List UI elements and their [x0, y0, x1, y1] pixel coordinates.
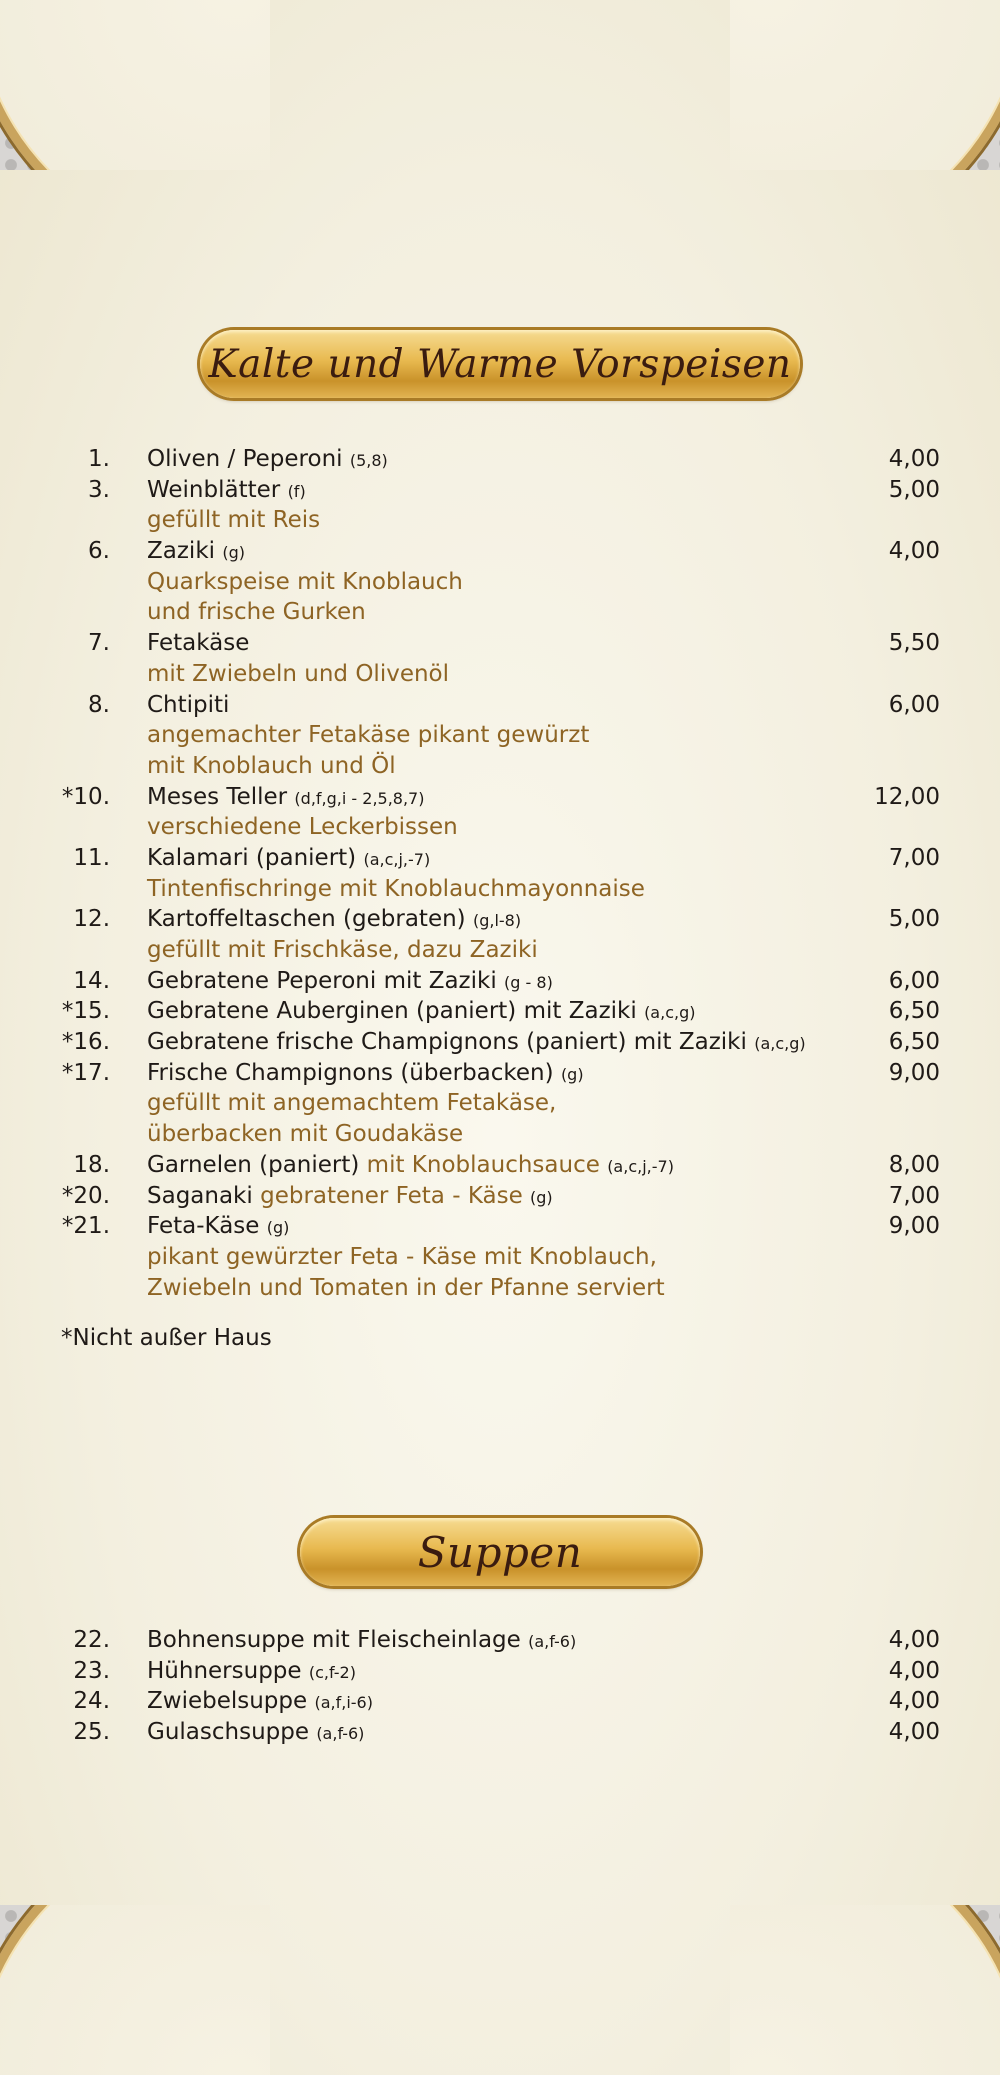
item-name: Bohnensuppe mit Fleischeinlage: [147, 1627, 521, 1653]
item-name-line: [147, 1625, 576, 1658]
item-number: 6.: [88, 538, 110, 565]
item-description-row: [0, 567, 1000, 598]
item-number: 22.: [73, 1627, 110, 1653]
menu-item: [0, 1686, 1000, 1717]
item-description: gefüllt mit angemachtem Fetakäse,: [147, 1090, 557, 1117]
item-number: *16.: [61, 1029, 110, 1056]
item-description-row: [0, 1273, 1000, 1304]
item-description-row: [0, 1088, 1000, 1119]
menu-item: [0, 843, 1000, 874]
item-price: 5,00: [888, 476, 940, 503]
item-name-line: [147, 1150, 674, 1183]
item-price: 9,00: [888, 1059, 940, 1086]
item-description: überbacken mit Goudakäse: [147, 1121, 464, 1148]
item-description-row: [0, 1242, 1000, 1273]
item-name: Frische Champignons (überbacken): [147, 1059, 554, 1086]
item-number: *10.: [61, 783, 110, 810]
section-banner-suppen: [300, 1518, 700, 1586]
item-price: 4,00: [888, 1657, 940, 1684]
item-price: 8,00: [888, 1151, 940, 1178]
menu-list-suppen: [0, 1625, 1000, 1748]
item-number: 14.: [73, 967, 110, 994]
item-allergens: (a,f-6): [528, 1632, 577, 1651]
item-allergens: (d,f,g,i - 2,5,8,7): [294, 788, 425, 808]
item-price: 6,50: [888, 998, 940, 1025]
item-description: mit Knoblauch und Öl: [147, 752, 396, 779]
item-description-row: [0, 1119, 1000, 1150]
corner-ornament-bottom-left: [0, 1905, 270, 2075]
item-name-line: [147, 966, 553, 999]
item-allergens: (g): [530, 1187, 553, 1207]
menu-item: [0, 1027, 1000, 1058]
menu-item: [0, 1625, 1000, 1656]
section-title: Kalte und Warme Vorspeisen: [208, 341, 792, 387]
item-allergens: (g): [560, 1064, 584, 1084]
item-number: *21.: [61, 1213, 110, 1240]
item-description: verschiedene Leckerbissen: [147, 814, 458, 841]
item-price: 4,00: [888, 446, 940, 472]
item-allergens: (a,c,g): [754, 1034, 806, 1054]
item-name-line: [147, 690, 229, 721]
item-number: 18.: [73, 1151, 110, 1178]
item-name-line: [147, 444, 388, 477]
menu-item: [0, 444, 1000, 475]
item-price: 4,00: [888, 1719, 940, 1746]
item-price: 9,00: [888, 1213, 940, 1240]
menu-item: [0, 1181, 1000, 1212]
item-price: 12,00: [874, 783, 940, 810]
item-allergens: (g - 8): [504, 972, 553, 992]
item-number: 8.: [88, 691, 110, 718]
item-number: *20.: [61, 1182, 110, 1209]
item-name: Kartoffeltaschen (gebraten): [147, 906, 466, 933]
item-description: Zwiebeln und Tomaten in der Pfanne serviert: [147, 1274, 665, 1301]
item-description-row: [0, 935, 1000, 966]
item-description-row: [0, 812, 1000, 843]
item-description: und frische Gurken: [147, 599, 366, 626]
item-price: 4,00: [888, 1688, 940, 1715]
corner-ornament-top-left: [0, 0, 270, 170]
item-price: 6,50: [888, 1029, 940, 1056]
item-name: Zwiebelsuppe: [147, 1688, 308, 1715]
item-name: Oliven / Peperoni: [147, 446, 343, 472]
item-price: 4,00: [888, 1627, 940, 1653]
menu-item: [0, 536, 1000, 567]
item-name: Hühnersuppe: [147, 1657, 302, 1684]
section-banner-vorspeisen: [200, 330, 800, 398]
item-name: Gebratene Peperoni mit Zaziki: [147, 967, 497, 994]
menu-item: [0, 996, 1000, 1027]
item-allergens: (a,f-6): [316, 1724, 365, 1744]
item-number: 1.: [88, 446, 110, 472]
item-name-line: [147, 1211, 289, 1244]
item-price: 5,50: [888, 630, 940, 657]
item-price: 5,00: [888, 906, 940, 933]
item-number: *17.: [61, 1059, 110, 1086]
item-description-row: [0, 659, 1000, 690]
item-name: Weinblätter: [147, 476, 281, 503]
menu-item: [0, 475, 1000, 506]
footnote: *Nicht außer Haus: [61, 1325, 272, 1351]
item-name: Garnelen (paniert): [147, 1151, 360, 1178]
item-price: 6,00: [888, 691, 940, 718]
item-name-line: [147, 782, 424, 815]
item-name: Gebratene frische Champignons (paniert) mit Zaziki: [147, 1029, 747, 1056]
item-name-line: [147, 996, 695, 1029]
menu-item: [0, 1211, 1000, 1242]
item-name: Kalamari (paniert): [147, 844, 357, 871]
item-description: angemachter Fetakäse pikant gewürzt: [147, 722, 590, 749]
item-description: Tintenfischringe mit Knoblauchmayonnaise: [147, 875, 645, 902]
item-number: 23.: [73, 1657, 110, 1684]
item-description: gefüllt mit Reis: [147, 507, 321, 534]
item-name-line: [147, 904, 521, 937]
item-allergens: (5,8): [349, 451, 388, 470]
menu-item: [0, 628, 1000, 659]
item-allergens: (f): [287, 481, 306, 501]
item-number: 12.: [73, 906, 110, 933]
corner-ornament-bottom-right: [730, 1905, 1000, 2075]
item-allergens: (a,c,j,-7): [607, 1156, 674, 1176]
menu-item: [0, 1656, 1000, 1687]
item-description: Quarkspeise mit Knoblauch: [147, 568, 463, 595]
menu-item: [0, 782, 1000, 813]
item-price: 7,00: [888, 844, 940, 871]
item-price: 7,00: [888, 1182, 940, 1209]
item-name-line: [147, 1058, 584, 1091]
item-name-line: [147, 628, 249, 659]
menu-item: [0, 966, 1000, 997]
item-name: Fetakäse: [147, 630, 250, 657]
item-name-line: [147, 1656, 356, 1689]
item-allergens: (g): [222, 543, 245, 563]
item-description-row: [0, 720, 1000, 751]
item-number: 3.: [88, 476, 110, 503]
item-description: gefüllt mit Frischkäse, dazu Zaziki: [147, 937, 538, 963]
item-name-line: [147, 843, 430, 876]
item-number: 25.: [73, 1719, 110, 1746]
menu-item: [0, 1717, 1000, 1748]
menu-item: [0, 1150, 1000, 1181]
item-name-line: [147, 1027, 806, 1060]
item-name-line: [147, 475, 306, 508]
item-name-line: [147, 536, 245, 569]
item-number: 11.: [73, 844, 110, 871]
menu-item: [0, 904, 1000, 935]
menu-item: [0, 1058, 1000, 1089]
section-title: Suppen: [417, 1527, 583, 1577]
item-description: mit Zwiebeln und Olivenöl: [147, 660, 450, 687]
corner-ornament-top-right: [730, 0, 1000, 170]
item-extra: gebratener Feta - Käse: [260, 1182, 523, 1209]
item-description-row: [0, 751, 1000, 782]
item-name: Gebratene Auberginen (paniert) mit Zaziki: [147, 998, 637, 1025]
item-name-line: [147, 1686, 373, 1719]
item-name: Feta-Käse: [147, 1213, 260, 1240]
item-description: pikant gewürzter Feta - Käse mit Knoblauch,: [147, 1243, 657, 1270]
item-name: Gulaschsuppe: [147, 1719, 309, 1746]
item-allergens: (a,c,g): [644, 1003, 696, 1023]
item-description-row: [0, 597, 1000, 628]
item-name: Meses Teller: [147, 783, 288, 810]
item-price: 6,00: [888, 967, 940, 994]
item-name: Saganaki: [147, 1182, 253, 1209]
item-number: 7.: [88, 630, 110, 657]
item-name-line: [147, 1181, 553, 1214]
item-allergens: (g): [266, 1218, 290, 1238]
item-price: 4,00: [888, 538, 940, 565]
item-allergens: (g,l-8): [472, 911, 522, 931]
menu-item: [0, 690, 1000, 721]
item-description-row: [0, 874, 1000, 905]
item-number: *15.: [61, 998, 110, 1025]
item-description-row: [0, 505, 1000, 536]
item-name: Chtipiti: [147, 691, 230, 718]
item-allergens: (a,f,i-6): [314, 1693, 373, 1713]
item-allergens: (c,f-2): [308, 1662, 356, 1682]
item-extra: mit Knoblauchsauce: [366, 1151, 600, 1178]
item-number: 24.: [73, 1688, 110, 1715]
item-allergens: (a,c,j,-7): [363, 849, 431, 869]
item-name: Zaziki: [147, 538, 216, 565]
menu-list-vorspeisen: [0, 444, 1000, 1303]
item-name-line: [147, 1717, 364, 1750]
